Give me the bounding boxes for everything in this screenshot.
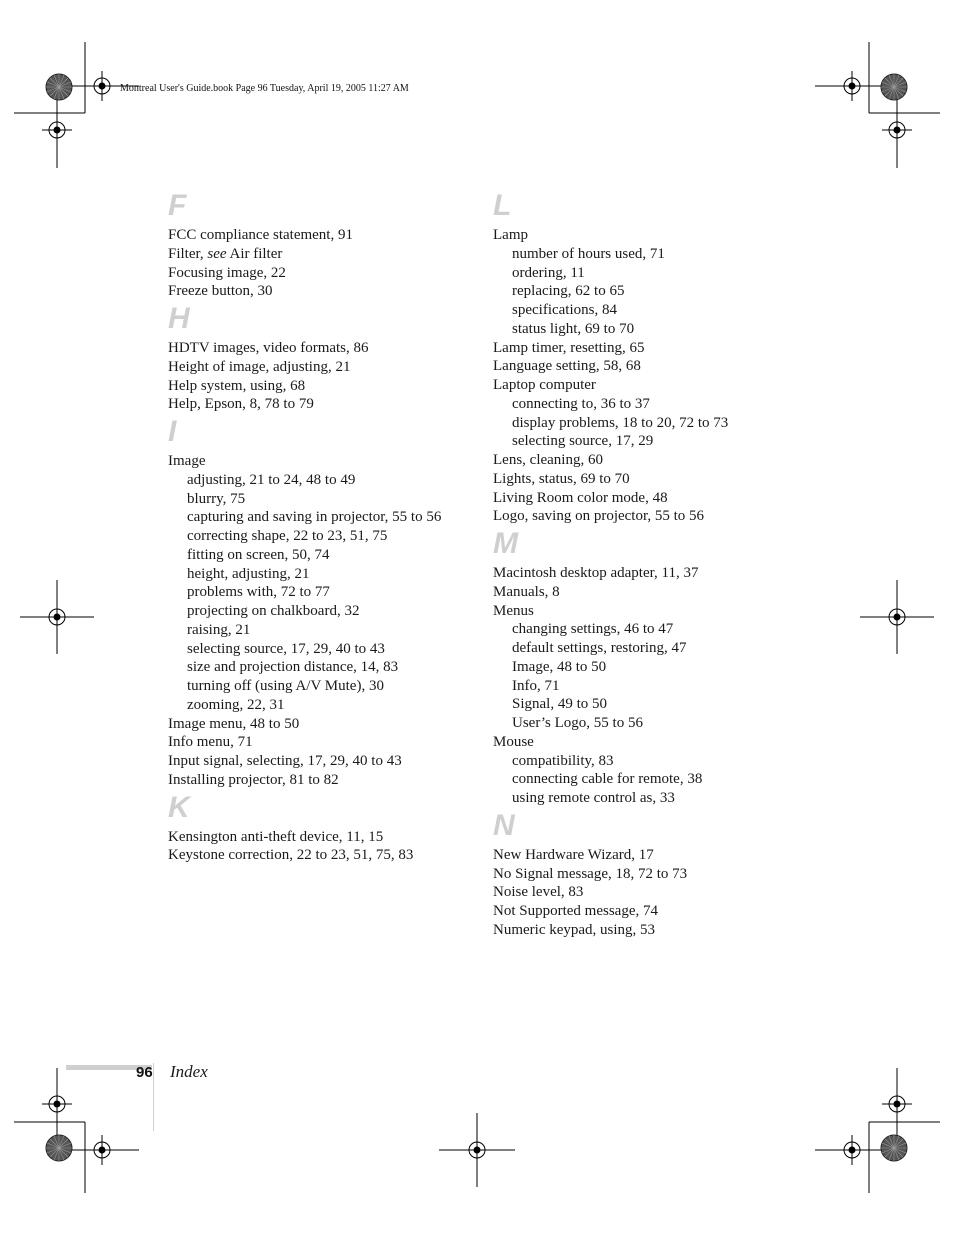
see-reference: see [207, 245, 227, 262]
index-entry: Numeric keypad, using, 53 [493, 921, 656, 938]
index-subentry: size and projection distance, 14, 83 [187, 659, 399, 676]
index-entry: Keystone correction, 22 to 23, 51, 75, 83 [168, 847, 414, 864]
entry-text: Filter, [168, 245, 208, 262]
index-subentry: number of hours used, 71 [512, 245, 665, 262]
index-subentry: Image, 48 to 50 [512, 658, 607, 675]
index-entry: Kensington anti-theft device, 11, 15 [168, 828, 384, 845]
index-entry: HDTV images, video formats, 86 [168, 340, 369, 356]
index-subentry: default settings, restoring, 47 [512, 640, 687, 656]
section-letter: K [168, 790, 190, 824]
index-entry: Focusing image, 22 [168, 264, 286, 281]
index-subentry: selecting source, 17, 29, 40 to 43 [187, 640, 385, 657]
index-subentry: display problems, 18 to 20, 72 to 73 [512, 414, 729, 431]
index-subentry: capturing and saving in projector, 55 to 56 [187, 509, 442, 526]
index-subentry: status light, 69 to 70 [512, 320, 635, 337]
index-entry: Lights, status, 69 to 70 [493, 470, 630, 487]
index-section [168, 188, 478, 301]
index-subentry: adjusting, 21 to 24, 48 to 49 [187, 471, 356, 488]
index-subentry: projecting on chalkboard, 32 [187, 603, 360, 619]
index-entry: Installing projector, 81 to 82 [168, 771, 339, 788]
index-entry: No Signal message, 18, 72 to 73 [493, 865, 688, 882]
index-entry: Logo, saving on projector, 55 to 56 [493, 508, 705, 525]
index-subentry: raising, 21 [187, 621, 251, 638]
index-subentry: using remote control as, 33 [512, 790, 675, 806]
index-subentry: turning off (using A/V Mute), 30 [187, 678, 384, 694]
index-entry: Height of image, adjusting, 21 [168, 358, 351, 375]
index-entry: Language setting, 58, 68 [493, 358, 641, 375]
index-subentry: problems with, 72 to 77 [187, 584, 330, 601]
section-letter: I [168, 415, 177, 448]
index-entry: Input signal, selecting, 17, 29, 40 to 43 [168, 753, 402, 769]
index-entry: Lamp timer, resetting, 65 [493, 339, 645, 356]
index-subentry: changing settings, 46 to 47 [512, 621, 674, 638]
index-subentry: User’s Logo, 55 to 56 [512, 715, 643, 731]
index-entry: Help system, using, 68 [168, 377, 306, 394]
index-subentry: compatibility, 83 [512, 752, 614, 769]
index-entry: Manuals, 8 [493, 583, 560, 600]
index-subentry: blurry, 75 [187, 490, 246, 507]
index-subentry: connecting to, 36 to 37 [512, 395, 650, 412]
index-section [168, 301, 478, 414]
index-column-left [168, 188, 478, 865]
section-letter: N [493, 808, 515, 842]
index-section [493, 808, 803, 940]
index-entry: Macintosh desktop adapter, 11, 37 [493, 565, 699, 581]
book-file-header: Montreal User's Guide.book Page 96 Tuesday, April 19, 2005 11:27 AM [120, 83, 409, 94]
index-entry: Lens, cleaning, 60 [493, 452, 603, 468]
index-subentry: fitting on screen, 50, 74 [187, 546, 330, 563]
section-letter: F [168, 189, 187, 222]
index-entry: Image [168, 453, 206, 469]
index-subentry: correcting shape, 22 to 23, 51, 75 [187, 528, 388, 544]
section-letter: M [493, 527, 518, 560]
footer-divider [153, 1063, 154, 1131]
index-entry [168, 245, 478, 264]
index-subentry: selecting source, 17, 29 [512, 433, 654, 450]
index-subentry: connecting cable for remote, 38 [512, 771, 703, 788]
index-entry: FCC compliance statement, 91 [168, 227, 353, 243]
index-subentry: specifications, 84 [512, 302, 617, 318]
index-entry: Menus [493, 602, 534, 619]
index-entry: Help, Epson, 8, 78 to 79 [168, 396, 314, 413]
index-subentry: Signal, 49 to 50 [512, 696, 608, 713]
index-entry: Not Supported message, 74 [493, 903, 658, 919]
index-section [493, 526, 803, 808]
index-section [493, 188, 803, 526]
index-subentry: replacing, 62 to 65 [512, 283, 625, 300]
index-entry: Noise level, 83 [493, 884, 584, 901]
index-entry: Living Room color mode, 48 [493, 489, 668, 506]
index-column-right [493, 188, 803, 940]
entry-text: Air filter [226, 245, 283, 262]
section-letter: H [168, 302, 190, 335]
index-entry: Info menu, 71 [168, 734, 253, 751]
section-letter: L [493, 189, 512, 222]
index-entry: Mouse [493, 733, 534, 750]
index-section [168, 790, 478, 866]
index-entry: Laptop computer [493, 377, 596, 393]
index-subentry: Info, 71 [512, 677, 560, 694]
index-subentry: ordering, 11 [512, 264, 585, 281]
index-entry: Image menu, 48 to 50 [168, 715, 300, 732]
index-section [168, 414, 478, 790]
footer-section-title: Index [170, 1062, 208, 1081]
index-subentry: height, adjusting, 21 [187, 565, 310, 582]
index-entry: New Hardware Wizard, 17 [493, 846, 654, 863]
index-entry: Freeze button, 30 [168, 283, 273, 300]
index-subentry: zooming, 22, 31 [187, 696, 285, 713]
page-number: 96 [136, 1064, 153, 1081]
index-entry: Lamp [493, 227, 528, 243]
